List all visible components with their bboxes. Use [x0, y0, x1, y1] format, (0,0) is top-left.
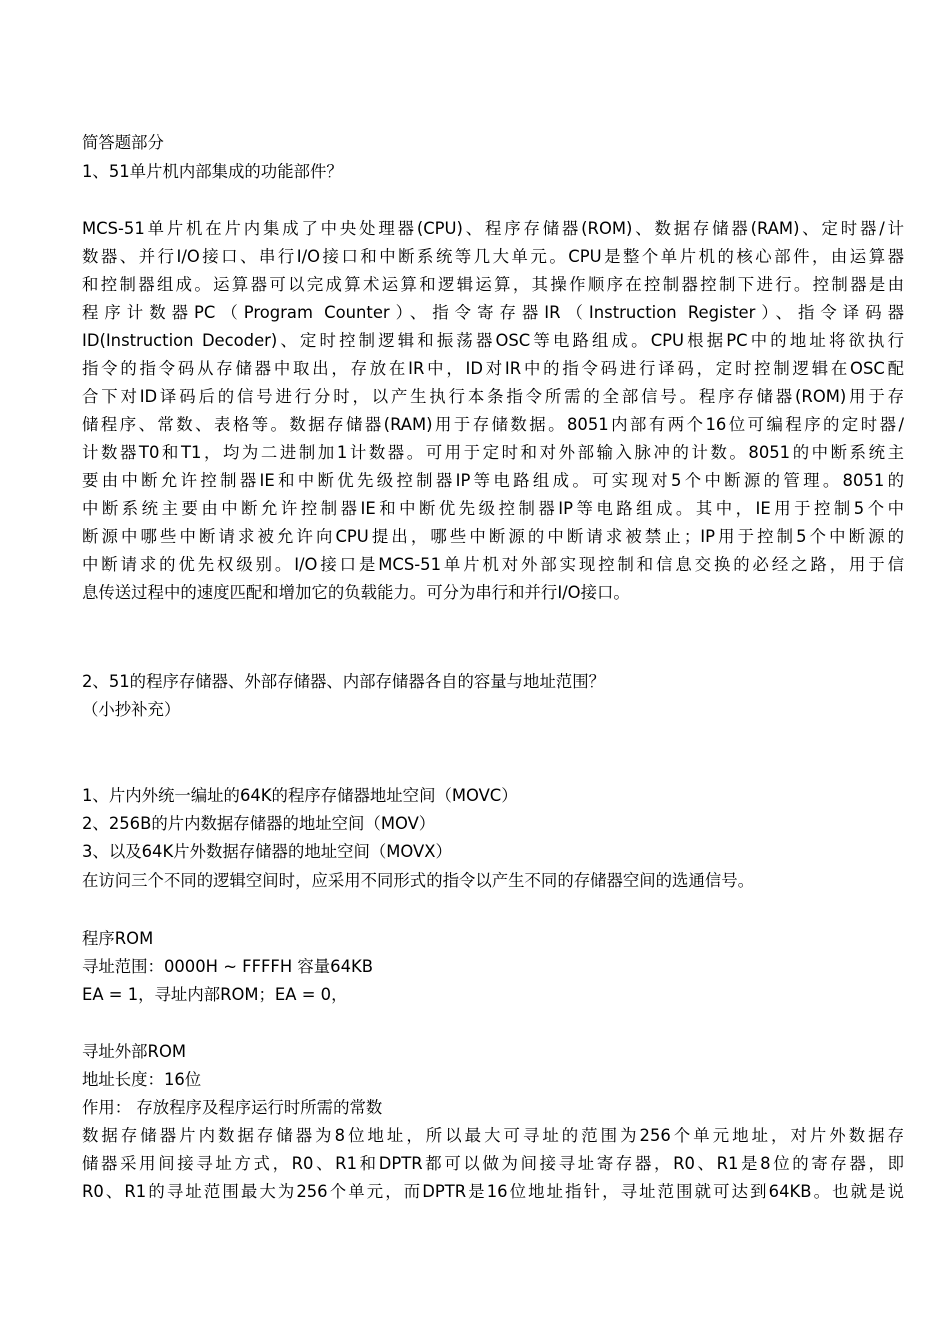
- answer-1-line: 数器、并行I/O接口、串行I/O接口和中断系统等几大单元。CPU是整个单片机的核心部件，由运算器: [82, 247, 904, 266]
- answer-1-line: 指令的指令码从存储器中取出，存放在IR中，ID对IR中的指令码进行译码，定时控制逻辑在OSC配: [82, 359, 904, 378]
- answer-1-line: 计数器T0和T1，均为二进制加1计数器。可用于定时和对外部输入脉冲的计数。8051的中断系统主: [82, 443, 904, 462]
- address-length: 地址长度：16位: [82, 1070, 202, 1089]
- question-2: 2、51的程序存储器、外部存储器、内部存储器各自的容量与地址范围？: [82, 672, 606, 691]
- data-memory-line: R0、R1的寻址范围最大为256个单元，而DPTR是16位地址指针，寻址范围就可达到64KB。也就是说: [82, 1182, 904, 1201]
- rom-ea: EA = 1，寻址内部ROM；EA = 0，: [82, 985, 348, 1004]
- list-item: 3、以及64K片外数据存储器的地址空间（MOVX）: [82, 842, 452, 861]
- answer-1-line: 程序计数器PC（Program Counter）、指令寄存器IR（Instruction Register）、指令译码器: [82, 303, 904, 322]
- question-1: 1、51单片机内部集成的功能部件？: [82, 162, 343, 181]
- answer-1-line: ID(Instruction Decoder)、定时控制逻辑和振荡器OSC等电路组成。CPU根据PC中的地址将欲执行: [82, 331, 904, 350]
- question-2-note: （小抄补充）: [82, 700, 181, 719]
- data-memory-line: 储器采用间接寻址方式，R0、R1和DPTR都可以做为间接寻址寄存器，R0、R1是8位的寄存器，即: [82, 1154, 904, 1173]
- summary-sentence: 在访问三个不同的逻辑空间时，应采用不同形式的指令以产生不同的存储器空间的选通信号。: [82, 871, 755, 890]
- list-item: 1、片内外统一编址的64K的程序存储器地址空间（MOVC）: [82, 786, 518, 805]
- purpose: 作用： 存放程序及程序运行时所需的常数: [82, 1098, 383, 1117]
- answer-1-line: 和控制器组成。运算器可以完成算术运算和逻辑运算，其操作顺序在控制器控制下进行。控制器是由: [82, 275, 904, 294]
- rom-title: 程序ROM: [82, 929, 154, 948]
- answer-1-line: 断源中哪些中断请求被允许向CPU提出，哪些中断源的中断请求被禁止；IP用于控制5个中断源的: [82, 527, 904, 546]
- rom-range: 寻址范围：0000H ~ FFFFH 容量64KB: [82, 957, 374, 976]
- answer-1-line: MCS-51单片机在片内集成了中央处理器(CPU)、程序存储器(ROM)、数据存储器(RAM)、定时器/计: [82, 219, 904, 238]
- answer-1-line: 要由中断允许控制器IE和中断优先级控制器IP等电路组成。可实现对5个中断源的管理。8051的: [82, 471, 904, 490]
- answer-1-line: 中断请求的优先权级别。I/O接口是MCS-51单片机对外部实现控制和信息交换的必经之路，用于信: [82, 555, 904, 574]
- answer-1-line: 合下对ID译码后的信号进行分时，以产生执行本条指令所需的全部信号。程序存储器(ROM)用于存: [82, 387, 904, 406]
- external-rom-title: 寻址外部ROM: [82, 1042, 186, 1061]
- answer-1-line: 储程序、常数、表格等。数据存储器(RAM)用于存储数据。8051内部有两个16位可编程序的定时器/: [82, 415, 904, 434]
- section-title: 简答题部分: [82, 133, 164, 152]
- list-item: 2、256B的片内数据存储器的地址空间（MOV）: [82, 814, 436, 833]
- answer-1-line: 息传送过程中的速度匹配和增加它的负载能力。可分为串行和并行I/O接口。: [82, 583, 630, 602]
- answer-1-line: 中断系统主要由中断允许控制器IE和中断优先级控制器IP等电路组成。其中，IE用于控制5个中: [82, 499, 904, 518]
- data-memory-line: 数据存储器片内数据存储器为8位地址，所以最大可寻址的范围为256个单元地址，对片外数据存: [82, 1126, 904, 1145]
